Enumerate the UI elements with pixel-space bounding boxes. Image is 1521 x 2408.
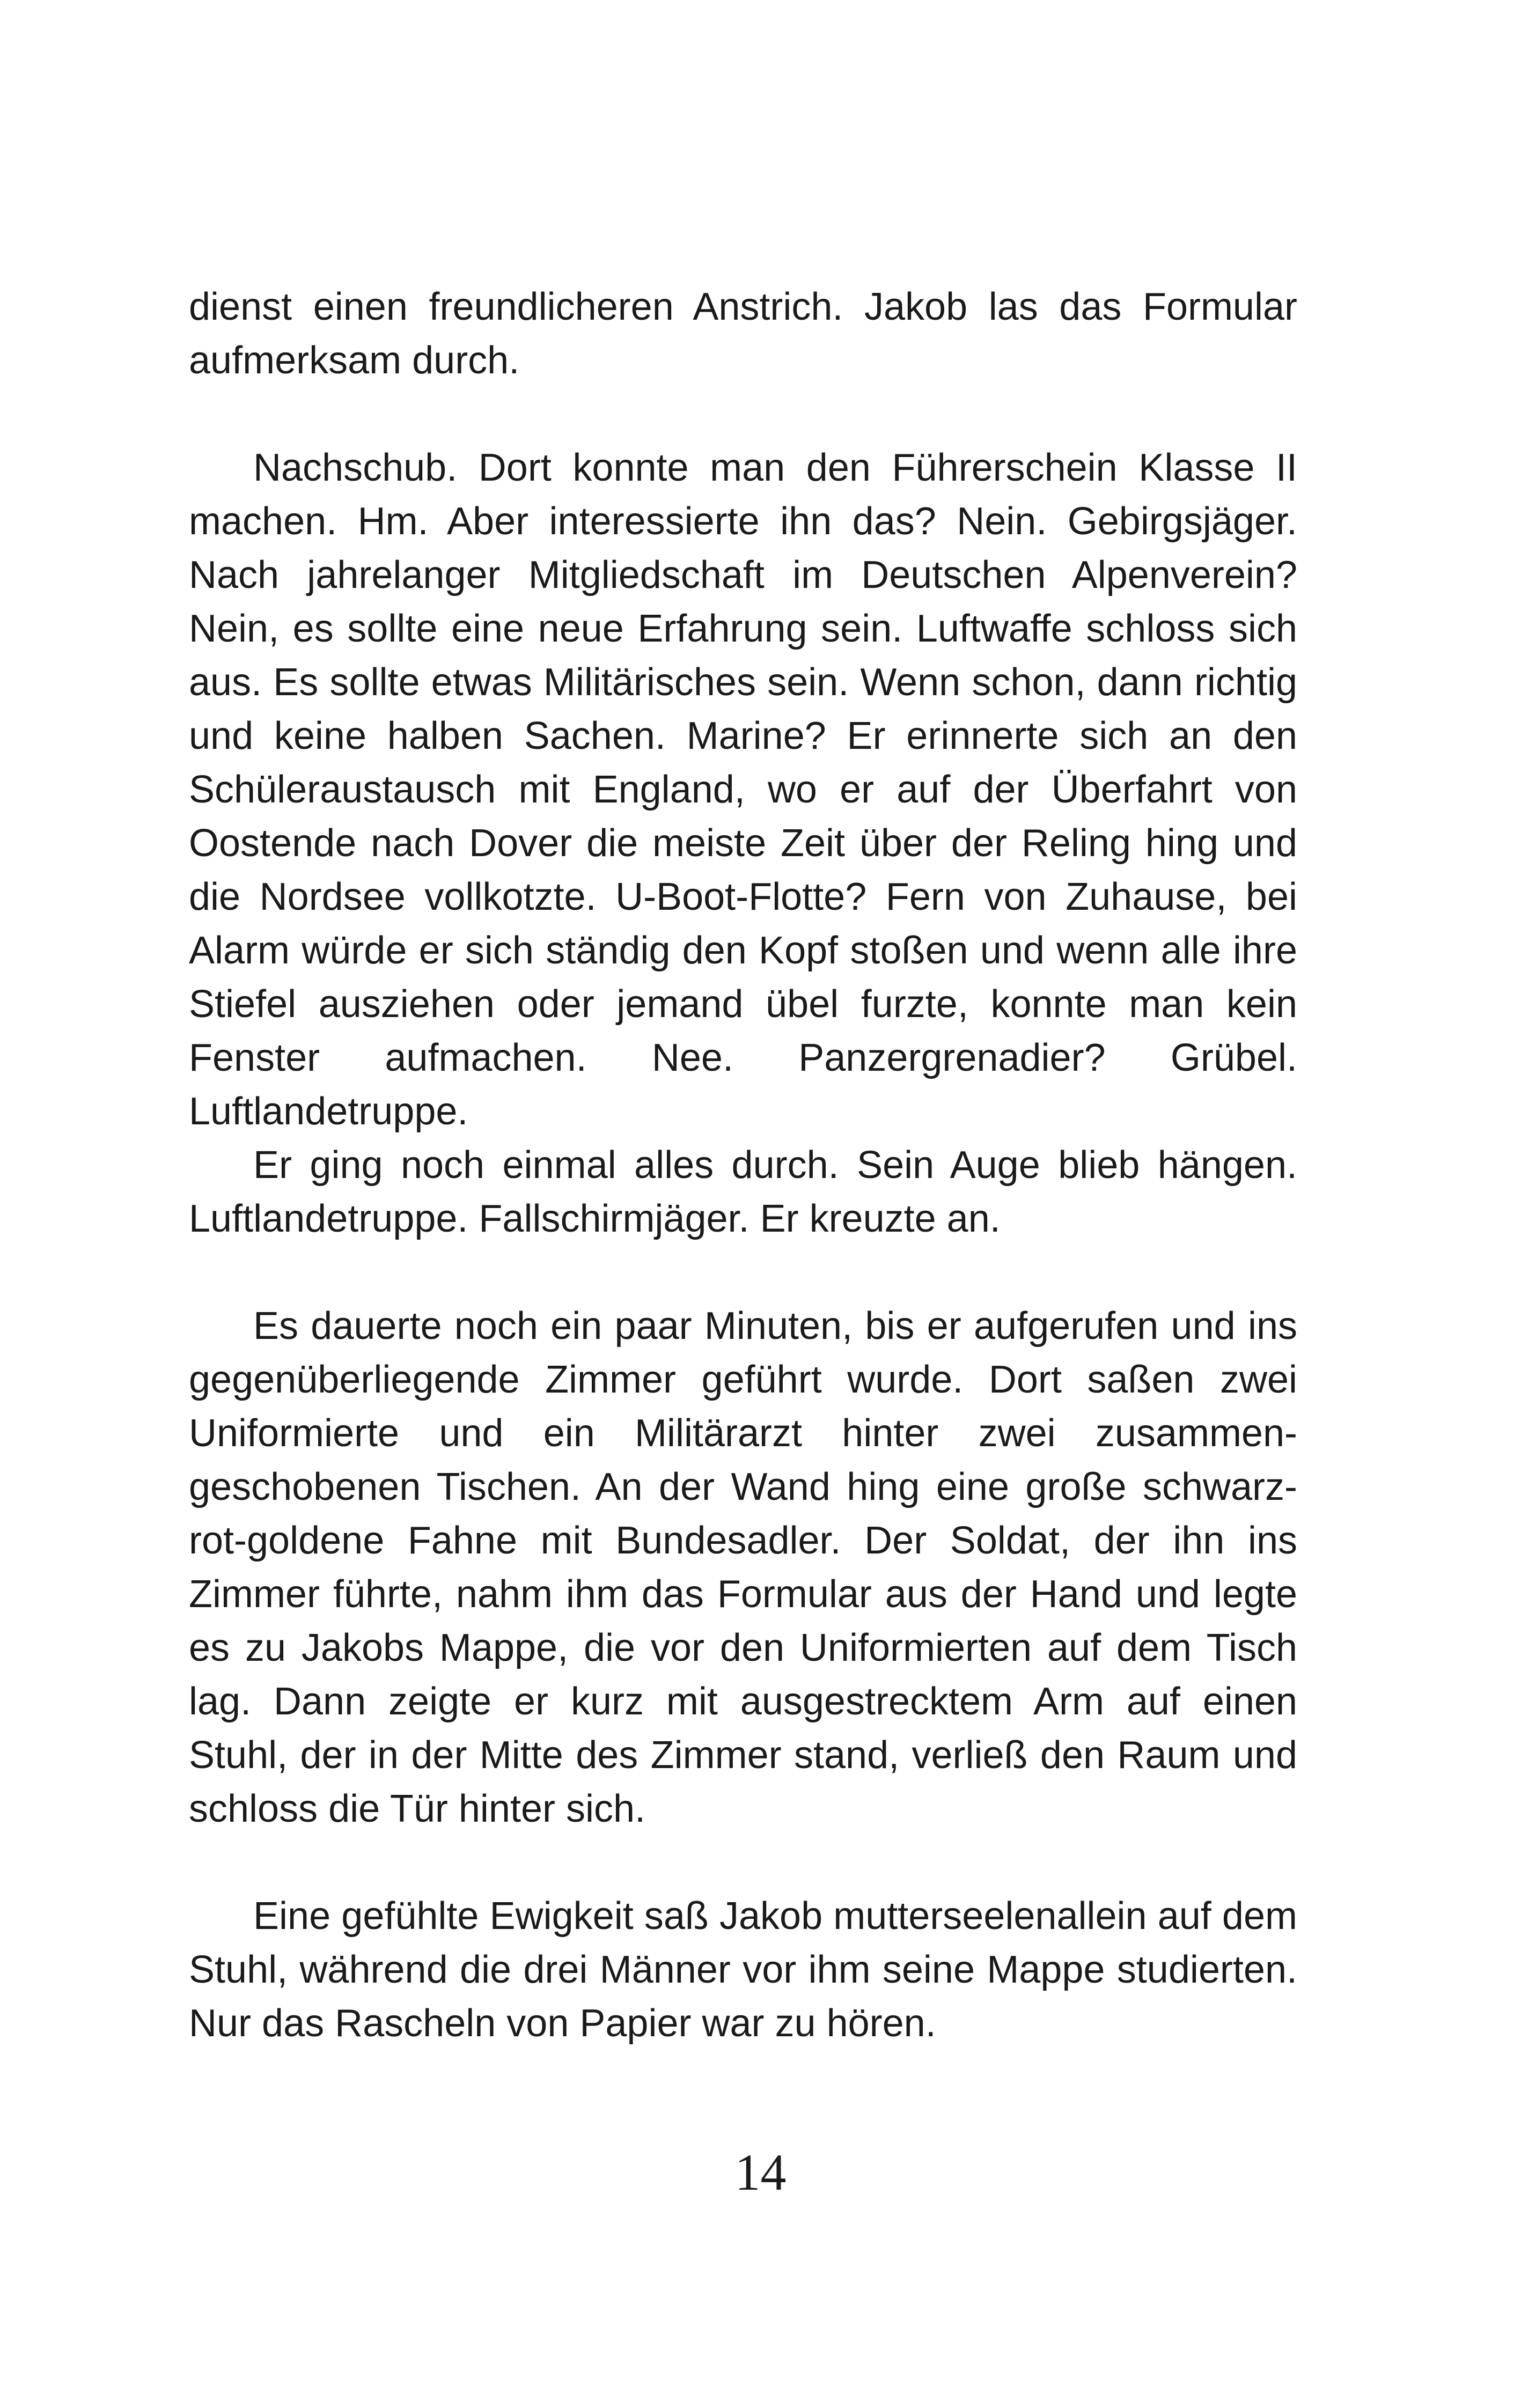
paragraph-5: Eine gefühlte Ewigkeit saß Jakob mutterseelenallein auf dem Stuhl, während die drei Männer vor ihm seine Mappe studierten. Nur das Rascheln von Papier war zu hören. (189, 1895, 1297, 2045)
page-number: 14 (734, 2144, 787, 2201)
paragraph-1: dienst einen freundlicheren Anstrich. Jakob las das Formular aufmerksam durch. (189, 285, 1297, 382)
text-block-2 (189, 441, 1297, 1246)
text-block-4 (189, 1889, 1297, 2050)
paragraph-4: Es dauerte noch ein paar Minuten, bis er aufgerufen und ins gegenüberliegende Zimmer geführt wurde. Dort saßen zwei Uniformierte und ein Militärarzt hinter zwei zusammengeschobenen Tischen. An der Wand hing eine große schwarz-rot-goldene Fahne mit Bundesadler. Der Soldat, der ihn ins Zimmer führte, nahm ihm das Formular aus der Hand und legte es zu Jakobs Mappe, die vor den Uniformierten auf dem Tisch lag. Dann zeigte er kurz mit ausgestrecktem Arm auf einen Stuhl, der in der Mitte des Zimmer stand, verließ den Raum und schloss die Tür hinter sich. (189, 1305, 1297, 1830)
paragraph-2: Nachschub. Dort konnte man den Führerschein Klasse II machen. Hm. Aber interessierte ihn das? Nein. Gebirgsjäger. Nach jahrelanger Mitgliedschaft im Deutschen Alpenverein? Nein, es sollte eine neue Erfahrung sein. Luftwaffe schloss sich aus. Es sollte etwas Militärisches sein. Wenn schon, dann richtig und keine halben Sachen. Marine? Er erinnerte sich an den Schüleraustausch mit England, wo er auf der Überfahrt von Oostende nach Dover die meiste Zeit über der Reling hing und die Nordsee vollkotzte. U-Boot-Flotte? Fern von Zuhause, bei Alarm würde er sich ständig den Kopf stoßen und wenn alle ihre Stiefel ausziehen oder jemand übel furzte, konnte man kein Fenster aufmachen. Nee. Panzergrenadier? Grübel. Luftlandetruppe. (189, 446, 1297, 1133)
paragraph-3: Er ging noch einmal alles durch. Sein Auge blieb hängen. Luftlandetruppe. Fallschirmjäger. Er kreuzte an. (189, 1144, 1297, 1240)
text-block-1 (189, 280, 1297, 387)
text-block-3 (189, 1299, 1297, 1836)
